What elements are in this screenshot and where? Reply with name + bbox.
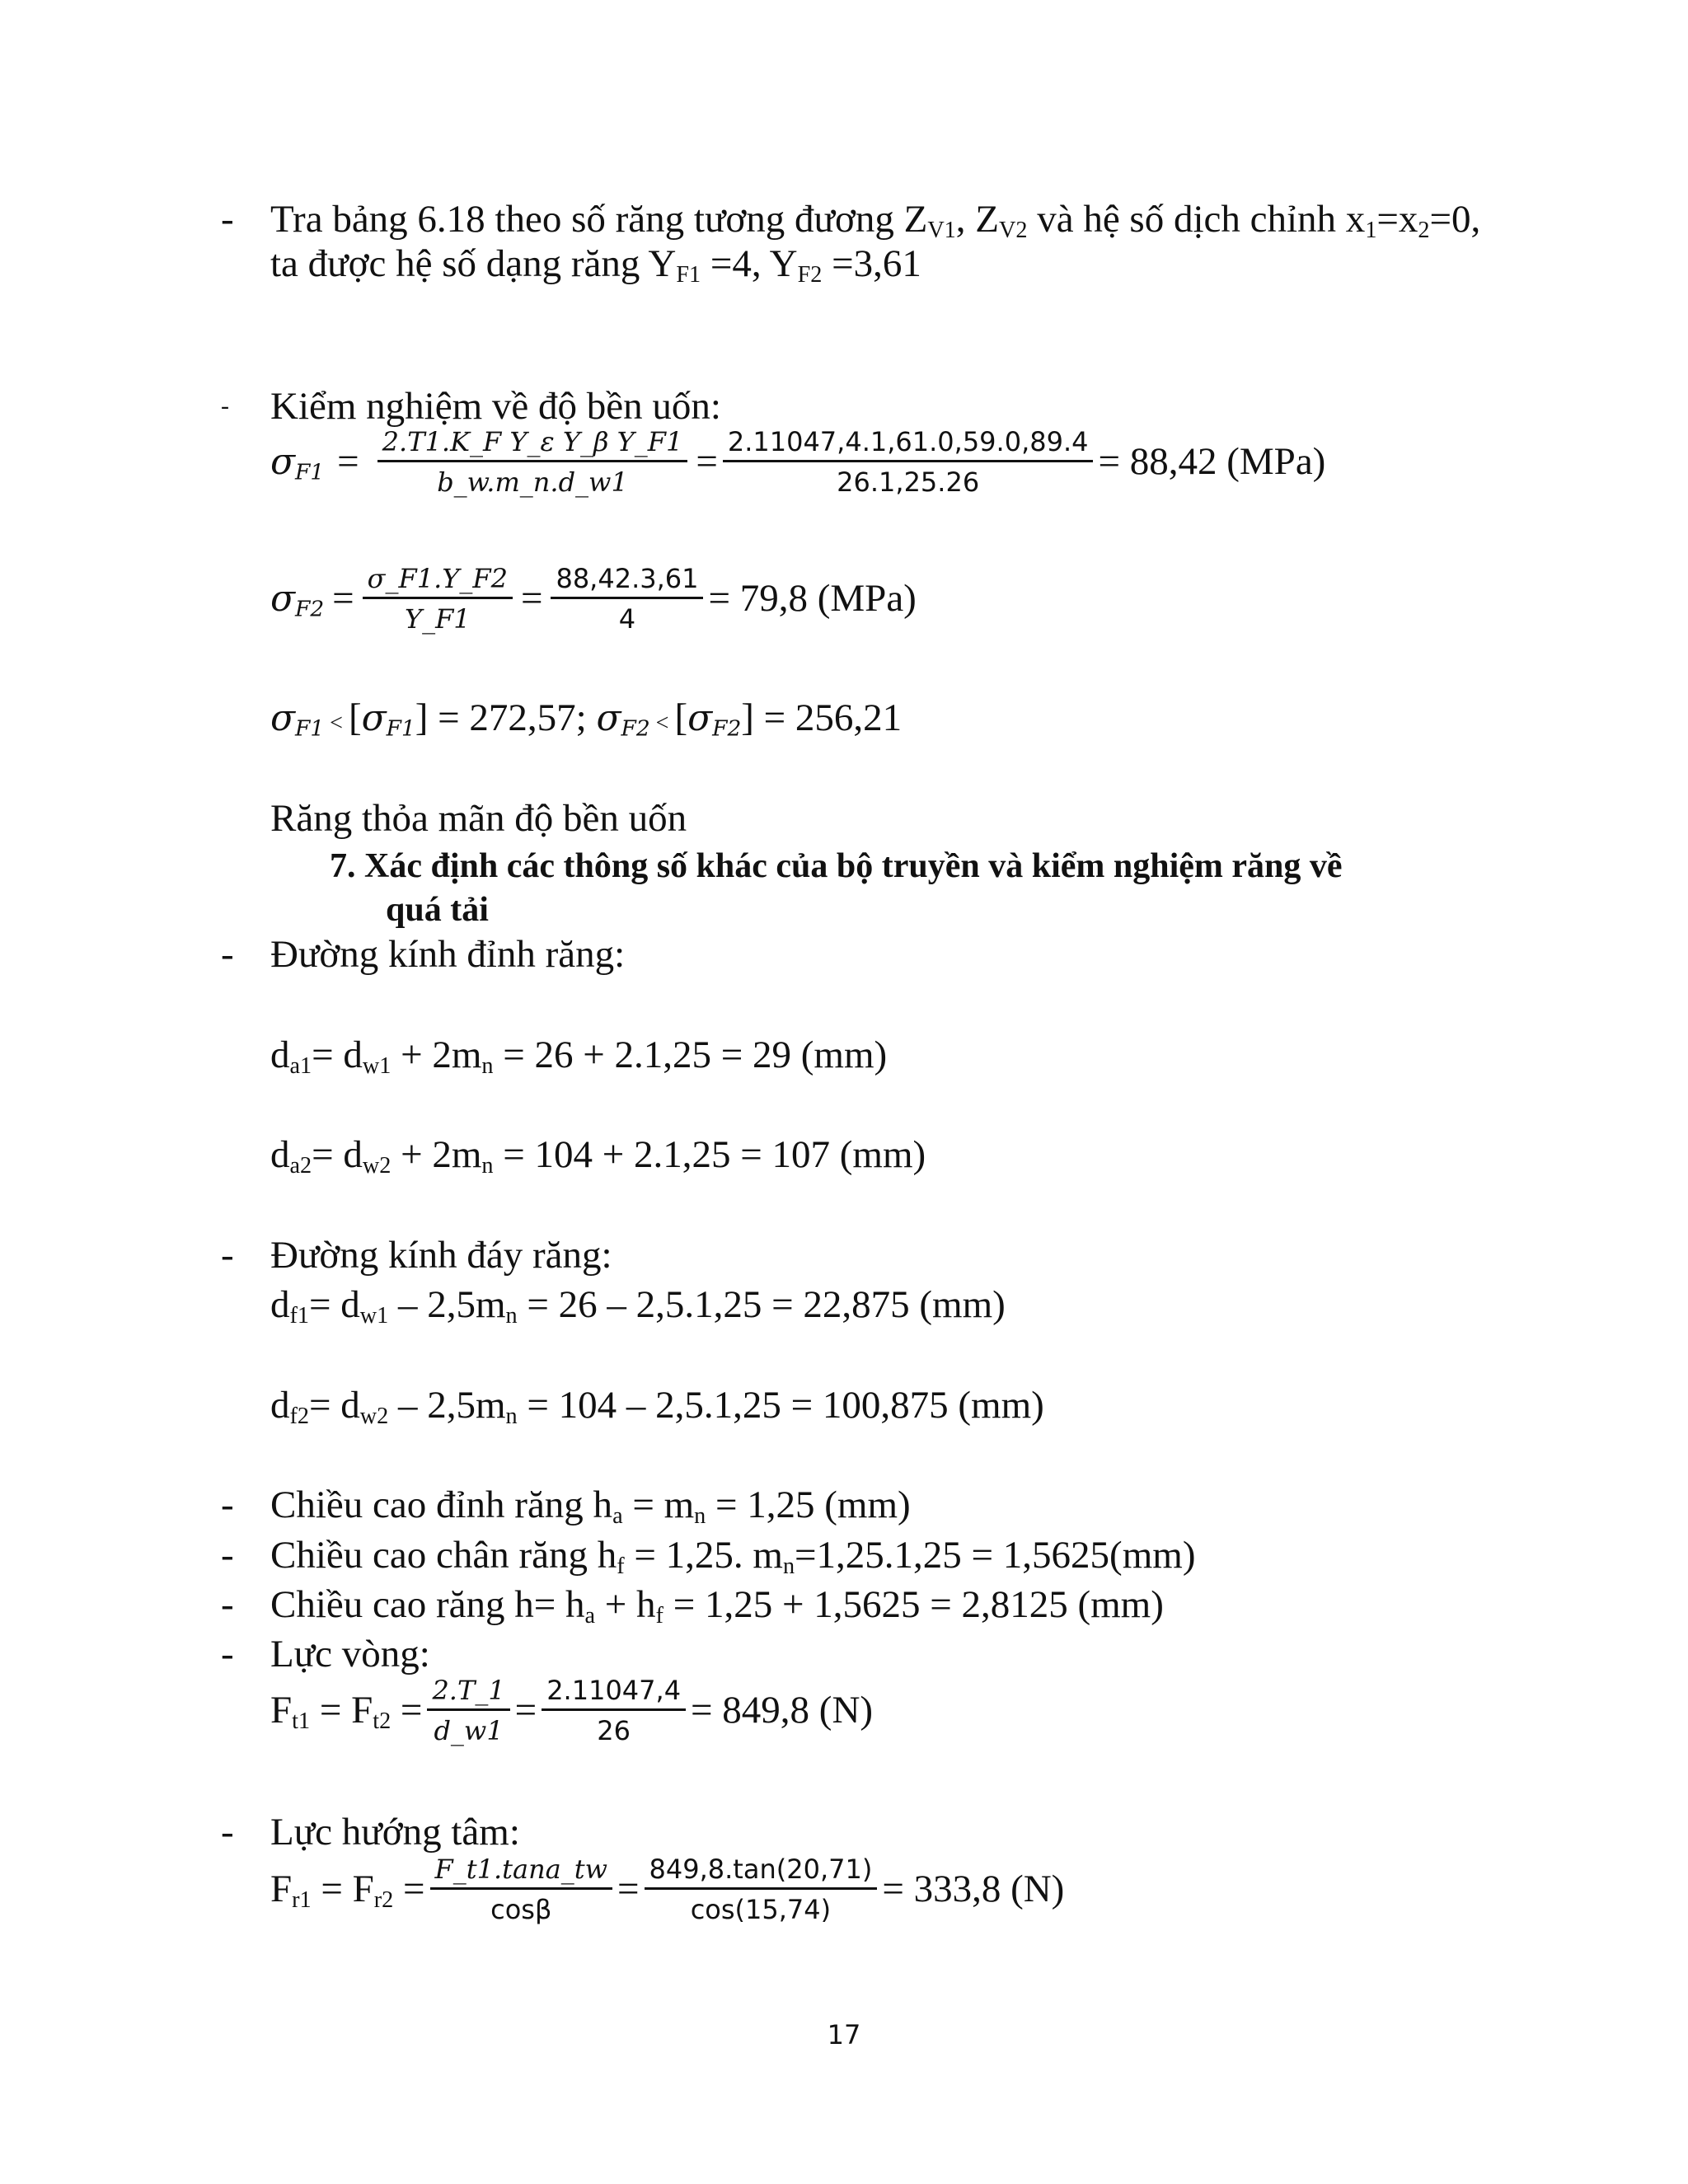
- tra-bang-line-1: Tra bảng 6.18 theo số răng tương đương $Z_{V1}$, $Z_{V2}$ và hệ số dịch chỉnh $x_1=x_2=0$,: [270, 198, 1481, 244]
- page-number: 17: [827, 2019, 861, 2050]
- tra-bang-line-2: ta được hệ số dạng răng $Y_{F1} =4$, $Y_{F2} =3,61$: [270, 242, 921, 288]
- ft-fraction-values: $\frac{2.11047,4}{26}$: [542, 1677, 686, 1744]
- sigma-f1-result: = 88,42 (MPa): [1098, 440, 1326, 483]
- bullet-dash: -: [221, 392, 229, 419]
- kiem-nghiem-heading: Kiểm nghiệm về độ bền uốn:: [270, 385, 721, 428]
- sigma-f1-symbol: $\sigma_{F1}$: [270, 440, 325, 485]
- fr-fraction: $\frac{F\_t1.\tan a\_tw}{\cos\beta}$: [430, 1856, 612, 1923]
- sigma-f2-result: = 79,8 (MPa): [708, 577, 917, 620]
- sigma-f1-fraction-values: $\frac{2.11047,4.1,61.0,59.0,89.4}{26.1,25.26}$: [723, 429, 1094, 495]
- sigma-f2-symbol: $\sigma_{F2}$: [270, 577, 325, 622]
- ft-fraction: $\frac{2.T\_1}{d\_w1}$: [427, 1677, 509, 1744]
- fr-result: = 333,8 (N): [882, 1868, 1065, 1910]
- sigma-f1-fraction: $\frac{\text{2.T1.K\_F Y\_ε Y\_β Y\_F1}}{b\_w.m\_n.d\_w1}$: [377, 429, 688, 495]
- ft-result: = 849,8 (N): [691, 1689, 874, 1732]
- document-page: - Tra bảng 6.18 theo số răng tương đương $Z_{V1}$, $Z_{V2}$ và hệ số dịch chỉnh $x_1=x_2=0$, ta được hệ số dạng răng $Y_{F1} =4$, $Y_{F2} =3,61$ - Kiểm nghiệm về độ bền uốn: $\sigma_{F1}$ = $\frac{\text{2.T1.K\_F Y\_ε Y\_β Y\_F1}}{b\_w.m\_n.d\_w1}$ = $\frac{2.11047,4.1,61.0,59.0,89.4}{26.1,25.26}$ = 88,42 (MPa) $\sigma_{F2}$ = $\frac{\sigma\_F1.Y\_F2}{Y\_F1}$ = $\frac{88,42.3,61}{4}$ = 79,8 (MPa) $\sigma_{F1} < [\sigma_{F1}] = 272,57$; $\sigma_{F2} < [\sigma_{F2}] = 256,21$ Răng thỏa mãn độ bền uốn 7. Xác định các thông số khác của bộ truyền và kiểm nghiệm răng về quá tải - Đường kính đỉnh răng: $d_{a1}= d_{w1} + 2m_n = 26 + 2.1,25 = 29$ (mm) $d_{a2}= d_{w2} + 2m_n = 104 + 2.1,25 = 107$ (mm) - Đường kính đáy răng: $d_{f1}= d_{w1} - 2,5m_n = 26 - 2,5.1,25 = 22,875$ (mm) $d_{f2}= d_{w2} - 2,5m_n = 104 - 2,5.1,25 = 100,875$ (mm) - Chiều cao đỉnh răng $h_a = m_n = 1,25$ (mm) - Chiều cao chân răng $h_f = 1,25$. $m_n=1,25.1,25 = 1,5625(mm)$ - Chiều cao răng $h= h_a + h_f = 1,25 + 1,5625 = 2,8125$ (mm) - Lực vòng: $F_{t1} = F_{t2}$ = $\frac{2.T\_1}{d\_w1}$ = $\frac{2.11047,4}{26}$ = 849,8 (N) - Lực hướng tâm: $F_{r1} = F_{r2}$ = $\frac{F\_t1.\tan a\_tw}{\cos\beta}$ = $\frac{849,8.\tan(20,71)}{\cos(15,74)}$ = 333,8 (N) 17: [0, 0, 1688, 2184]
- fr-fraction-values: $\frac{849,8.\tan(20,71)}{\cos(15,74)}$: [645, 1856, 878, 1923]
- sigma-f2-fraction-values: $\frac{88,42.3,61}{4}$: [551, 565, 703, 632]
- bullet-dash: -: [221, 198, 234, 241]
- sigma-f2-fraction: $\frac{\sigma\_F1.Y\_F2}{Y\_F1}$: [363, 565, 513, 632]
